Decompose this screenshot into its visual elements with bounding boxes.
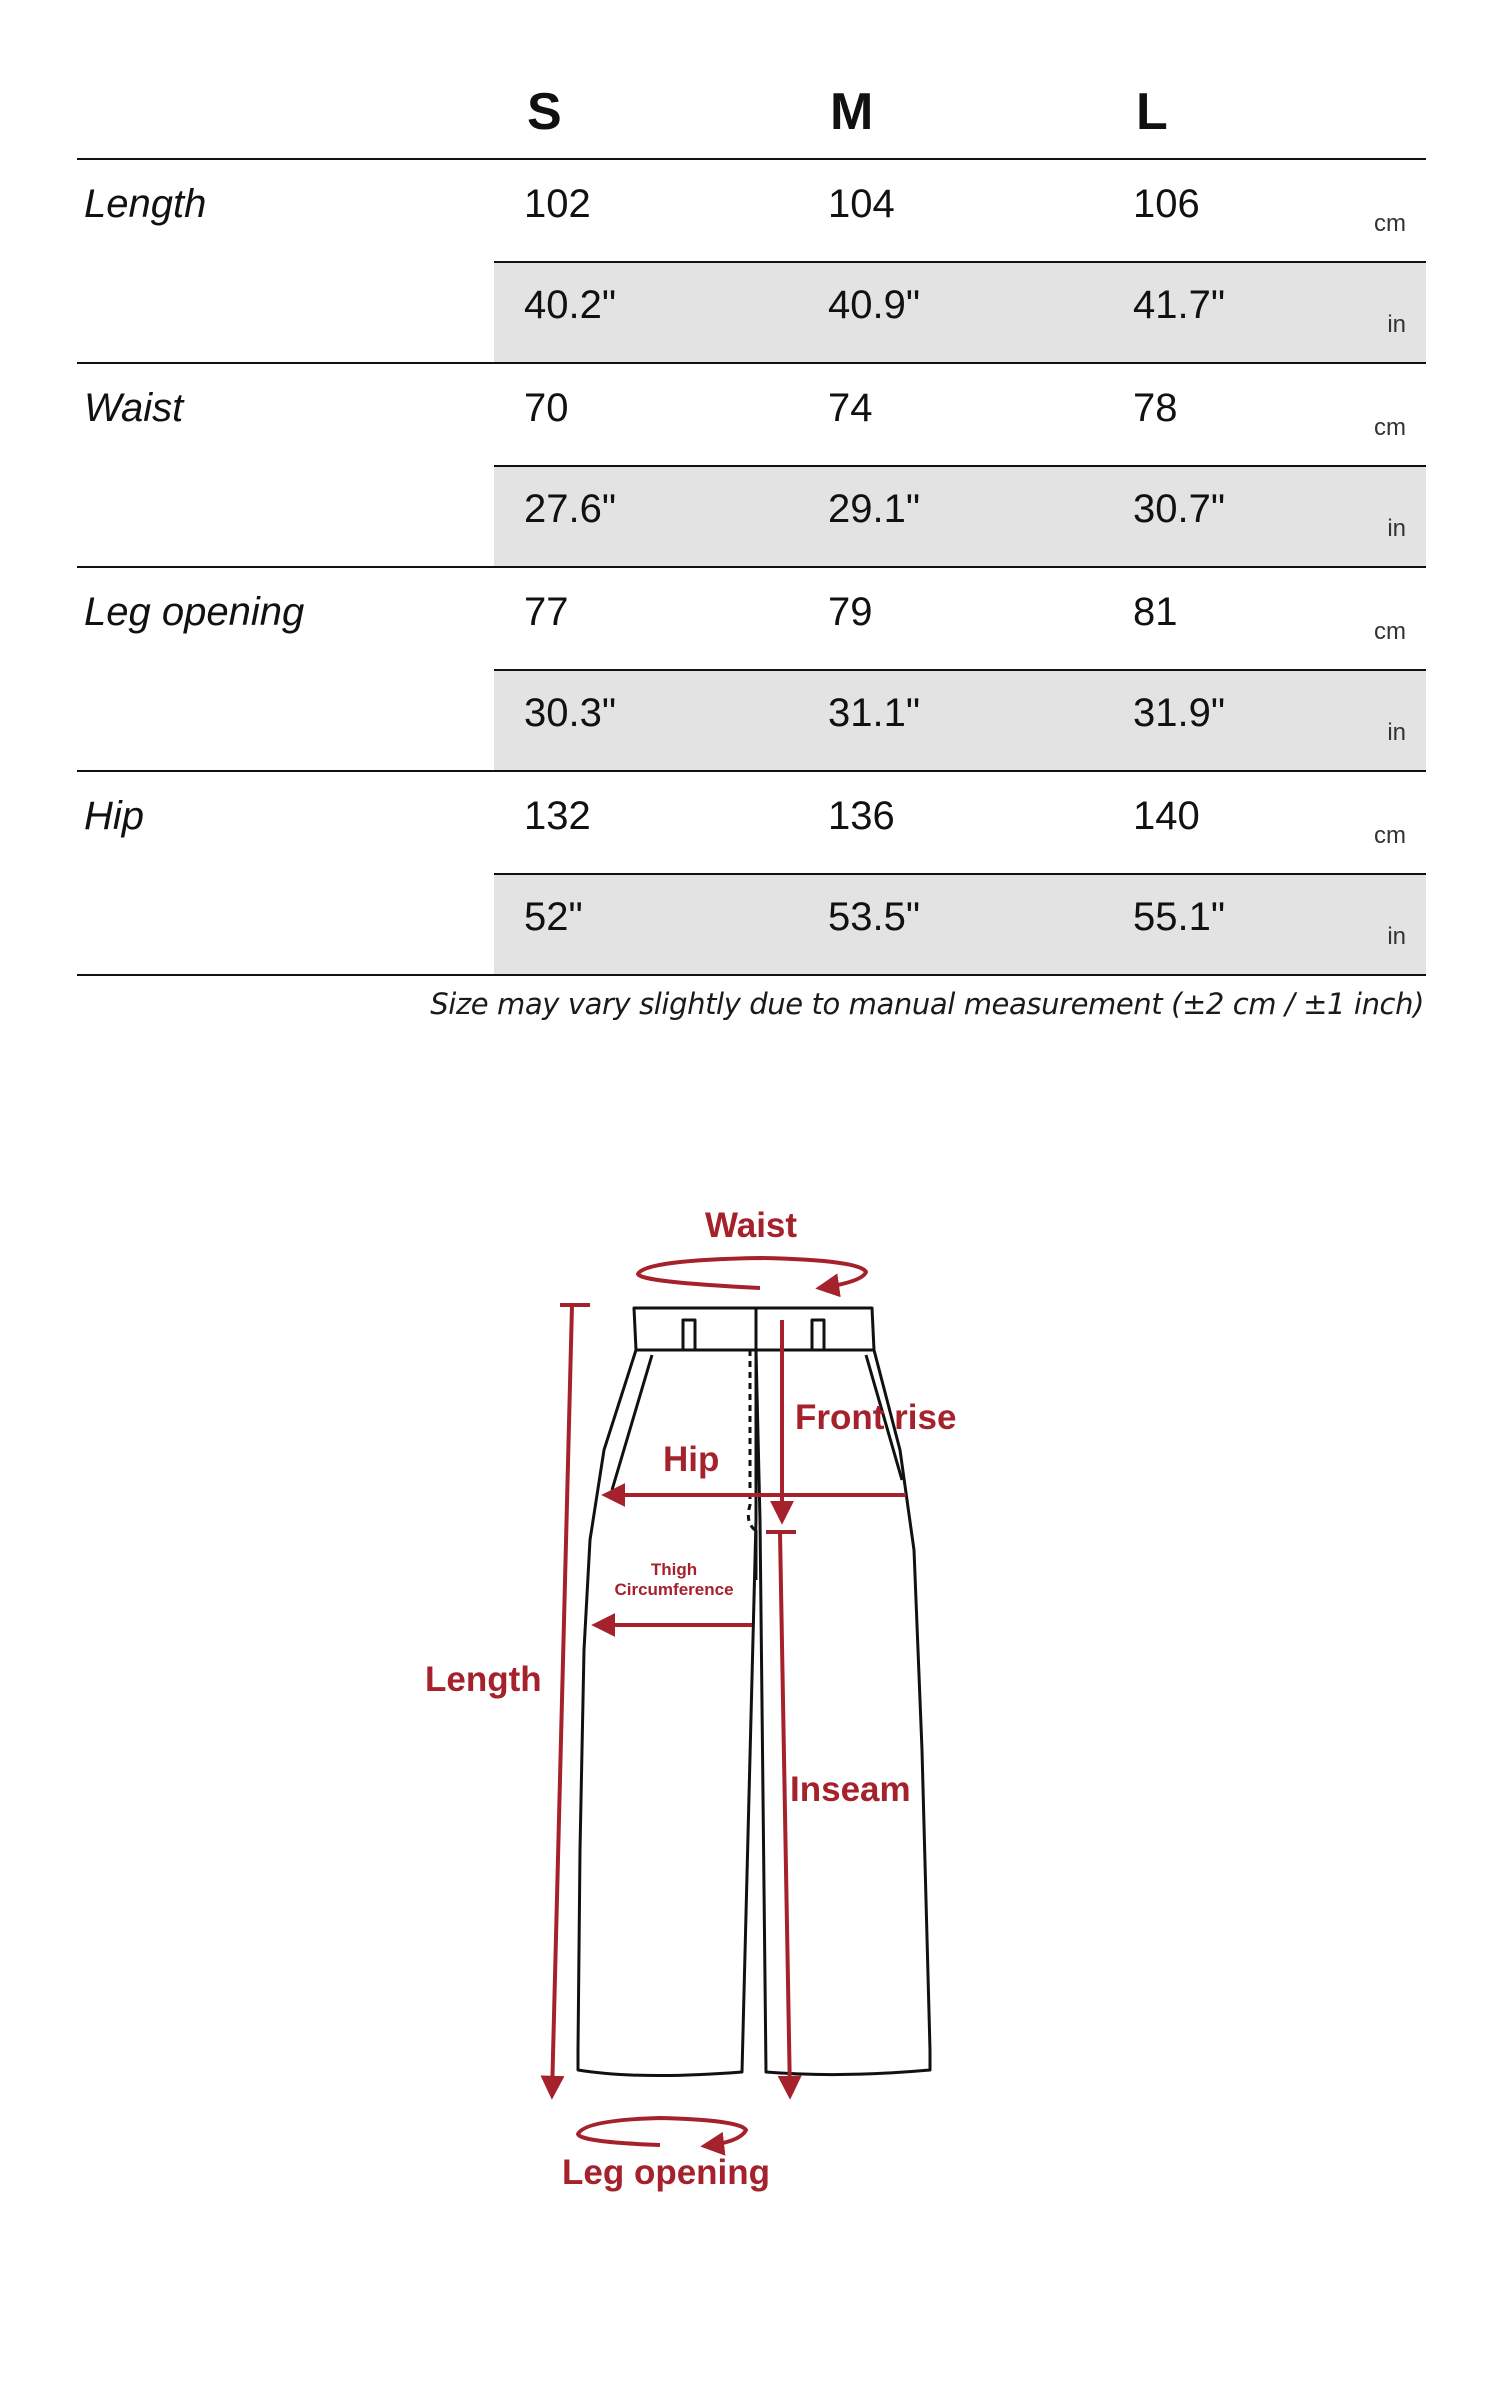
size-header-row	[77, 0, 1426, 160]
size-table	[77, 0, 1426, 976]
row-cm	[77, 364, 1426, 464]
value-s-cm: 132	[524, 794, 591, 838]
value-m-cm: 74	[828, 386, 873, 430]
measurement-group-hip	[77, 772, 1426, 976]
unit-in: in	[1387, 719, 1406, 746]
waist-label: Waist	[705, 1206, 798, 1245]
measurement-name: Leg opening	[84, 590, 305, 634]
value-s-in: 40.2"	[524, 283, 617, 327]
value-m-in: 29.1"	[828, 487, 921, 531]
value-s-in: 27.6"	[524, 487, 617, 531]
length-label: Length	[425, 1660, 542, 1699]
value-s-in: 52"	[524, 895, 583, 939]
size-header-s: S	[527, 83, 562, 141]
value-m-cm: 136	[828, 794, 895, 838]
value-l-cm: 140	[1133, 794, 1200, 838]
value-s-in: 30.3"	[524, 691, 617, 735]
row-in	[494, 669, 1426, 770]
value-l-cm: 81	[1133, 590, 1178, 634]
value-l-in: 55.1"	[1133, 895, 1226, 939]
row-cm	[77, 568, 1426, 668]
value-l-in: 41.7"	[1133, 283, 1226, 327]
row-in	[494, 873, 1426, 974]
unit-cm: cm	[1374, 822, 1406, 849]
value-s-cm: 102	[524, 182, 591, 226]
measurement-group-length	[77, 160, 1426, 364]
pants-measurement-diagram	[0, 1150, 1500, 2250]
waist-arrow	[638, 1258, 866, 1288]
value-m-in: 40.9"	[828, 283, 921, 327]
value-m-in: 53.5"	[828, 895, 921, 939]
unit-in: in	[1387, 923, 1406, 950]
row-cm	[77, 772, 1426, 872]
hip-label: Hip	[663, 1440, 720, 1479]
unit-cm: cm	[1374, 618, 1406, 645]
thigh-label-line1: Thigh	[650, 1560, 698, 1579]
measurement-note: Size may vary slightly due to manual measurement (±2 cm / ±1 inch)	[430, 987, 1424, 1021]
row-cm	[77, 160, 1426, 260]
length-arrow	[552, 1305, 572, 2095]
leg-opening-label: Leg opening	[562, 2153, 771, 2192]
front-rise-label: Front rise	[795, 1398, 957, 1437]
row-in	[494, 261, 1426, 362]
unit-cm: cm	[1374, 210, 1406, 237]
thigh-circumference-label	[604, 1560, 744, 1600]
measurement-group-leg-opening	[77, 568, 1426, 772]
measurement-name: Waist	[84, 386, 184, 430]
value-l-cm: 78	[1133, 386, 1178, 430]
value-s-cm: 77	[524, 590, 569, 634]
unit-in: in	[1387, 515, 1406, 542]
unit-cm: cm	[1374, 414, 1406, 441]
size-header-l: L	[1136, 83, 1168, 141]
measurement-name: Length	[84, 182, 207, 226]
inseam-label: Inseam	[790, 1770, 911, 1809]
unit-in: in	[1387, 311, 1406, 338]
measurement-name: Hip	[84, 794, 145, 838]
pants-illustration	[0, 1150, 1500, 2250]
row-in	[494, 465, 1426, 566]
value-m-cm: 104	[828, 182, 895, 226]
thigh-label-line2: Circumference	[614, 1580, 734, 1599]
value-l-cm: 106	[1133, 182, 1200, 226]
measurement-group-waist	[77, 364, 1426, 568]
value-s-cm: 70	[524, 386, 569, 430]
value-l-in: 30.7"	[1133, 487, 1226, 531]
leg-opening-arrow	[578, 2118, 746, 2146]
size-header-m: M	[830, 83, 874, 141]
value-l-in: 31.9"	[1133, 691, 1226, 735]
value-m-cm: 79	[828, 590, 873, 634]
value-m-in: 31.1"	[828, 691, 921, 735]
